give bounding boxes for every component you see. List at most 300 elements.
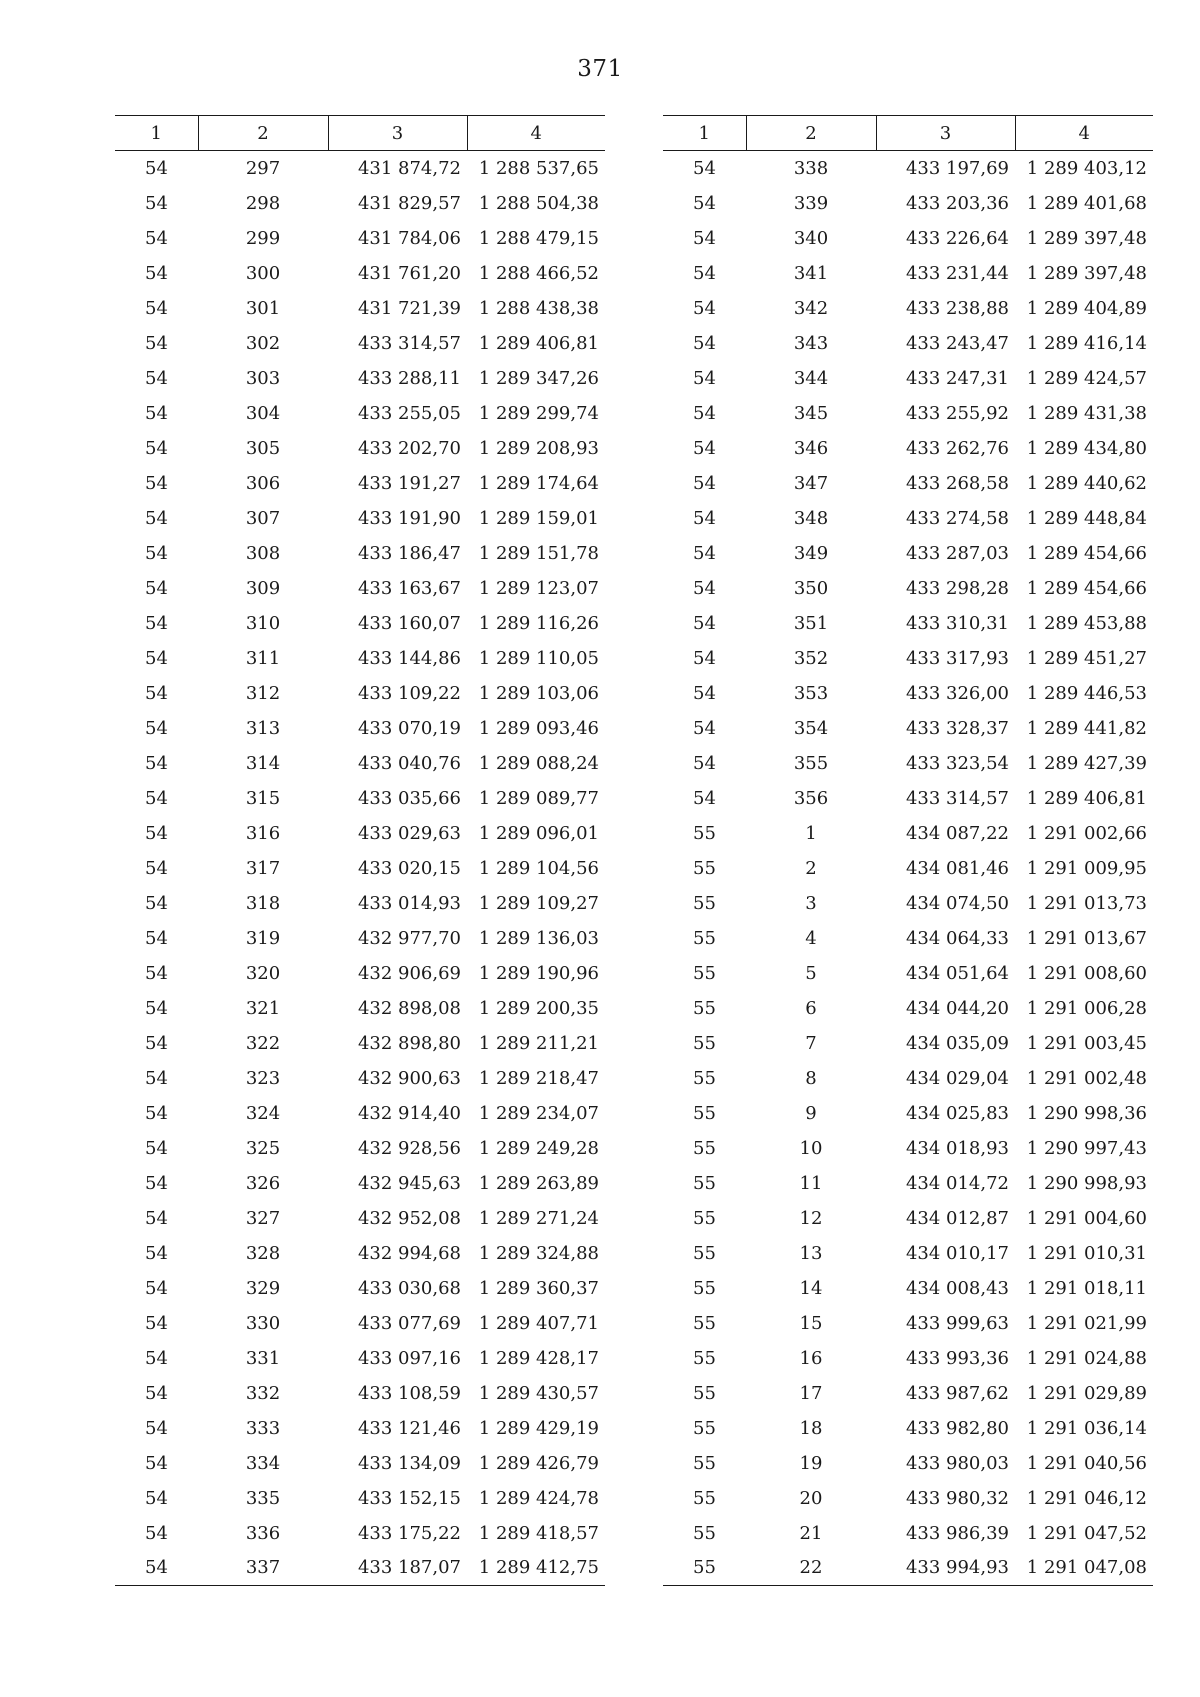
table-row	[663, 396, 1153, 431]
table-row	[663, 1236, 1153, 1271]
x-coordinate-cell: 433 323,54	[905, 752, 1009, 774]
y-coordinate-cell: 1 289 418,57	[478, 1522, 599, 1544]
table-row	[115, 956, 605, 991]
point-number-cell: 326	[245, 1172, 281, 1194]
y-coordinate-cell: 1 289 453,88	[1026, 612, 1147, 634]
x-coordinate-cell: 433 144,86	[357, 647, 461, 669]
x-coordinate-cell: 433 980,03	[905, 1452, 1009, 1474]
sheet-number-cell: 54	[145, 577, 168, 599]
table-row	[115, 1201, 605, 1236]
x-coordinate-cell: 433 163,67	[357, 577, 461, 599]
point-number-cell: 309	[245, 577, 281, 599]
point-number-cell: 6	[805, 997, 817, 1019]
table-row	[663, 991, 1153, 1026]
table-row	[115, 1271, 605, 1306]
table-row	[663, 326, 1153, 361]
sheet-number-cell: 54	[145, 1137, 168, 1159]
table-row	[115, 501, 605, 536]
x-coordinate-cell: 434 051,64	[905, 962, 1009, 984]
sheet-number-cell: 54	[145, 472, 168, 494]
table-row	[115, 571, 605, 606]
sheet-number-cell: 54	[145, 227, 168, 249]
sheet-number-cell: 54	[693, 647, 716, 669]
point-number-cell: 328	[245, 1242, 281, 1264]
sheet-number-cell: 54	[693, 542, 716, 564]
sheet-number-cell: 54	[145, 927, 168, 949]
y-coordinate-cell: 1 288 479,15	[478, 227, 599, 249]
sheet-number-cell: 54	[693, 367, 716, 389]
point-number-cell: 319	[245, 927, 281, 949]
sheet-number-cell: 54	[693, 472, 716, 494]
sheet-number-cell: 54	[145, 1172, 168, 1194]
table-row	[115, 921, 605, 956]
sheet-number-cell: 54	[145, 1452, 168, 1474]
sheet-number-cell: 54	[693, 787, 716, 809]
sheet-number-cell: 55	[693, 997, 716, 1019]
y-coordinate-cell: 1 289 430,57	[478, 1382, 599, 1404]
table-row	[115, 711, 605, 746]
point-number-cell: 345	[793, 402, 829, 424]
point-number-cell: 321	[245, 997, 281, 1019]
point-number-cell: 4	[805, 927, 817, 949]
point-number-cell: 318	[245, 892, 281, 914]
sheet-number-cell: 54	[145, 1487, 168, 1509]
table-row	[663, 1061, 1153, 1096]
y-coordinate-cell: 1 289 347,26	[478, 367, 599, 389]
y-coordinate-cell: 1 289 190,96	[478, 962, 599, 984]
sheet-number-cell: 54	[693, 157, 716, 179]
column-header-1: 1	[663, 116, 746, 151]
point-number-cell: 301	[245, 297, 281, 319]
sheet-number-cell: 54	[145, 1347, 168, 1369]
y-coordinate-cell: 1 289 096,01	[478, 822, 599, 844]
point-number-cell: 1	[805, 822, 817, 844]
table-header-row	[115, 116, 605, 151]
y-coordinate-cell: 1 288 466,52	[478, 262, 599, 284]
sheet-number-cell: 54	[145, 717, 168, 739]
x-coordinate-cell: 432 977,70	[357, 927, 461, 949]
y-coordinate-cell: 1 290 997,43	[1026, 1137, 1147, 1159]
y-coordinate-cell: 1 289 299,74	[478, 402, 599, 424]
x-coordinate-cell: 434 012,87	[905, 1207, 1009, 1229]
sheet-number-cell: 55	[693, 962, 716, 984]
sheet-number-cell: 54	[115, 1551, 198, 1586]
point-number-cell: 10	[799, 1137, 823, 1159]
sheet-number-cell: 54	[693, 717, 716, 739]
table-row	[115, 221, 605, 256]
sheet-number-cell: 54	[145, 542, 168, 564]
x-coordinate-cell: 433 160,07	[357, 612, 461, 634]
x-coordinate-cell: 434 018,93	[905, 1137, 1009, 1159]
x-coordinate-cell: 433 231,44	[905, 262, 1009, 284]
sheet-number-cell: 54	[145, 612, 168, 634]
point-number-cell: 356	[793, 787, 829, 809]
table-row	[115, 991, 605, 1026]
x-coordinate-cell: 433 186,47	[357, 542, 461, 564]
table-row	[663, 1446, 1153, 1481]
table-row	[663, 291, 1153, 326]
y-coordinate-cell: 1 289 159,01	[478, 507, 599, 529]
point-number-cell: 300	[245, 262, 281, 284]
x-coordinate-cell: 433 994,93	[876, 1551, 1015, 1586]
table-row	[663, 186, 1153, 221]
x-coordinate-cell: 434 081,46	[905, 857, 1009, 879]
table-row	[663, 536, 1153, 571]
sheet-number-cell: 54	[693, 192, 716, 214]
y-coordinate-cell: 1 289 412,75	[467, 1551, 605, 1586]
sheet-number-cell: 54	[145, 997, 168, 1019]
sheet-number-cell: 54	[145, 1032, 168, 1054]
x-coordinate-cell: 433 288,11	[357, 367, 461, 389]
sheet-number-cell: 54	[693, 612, 716, 634]
y-coordinate-cell: 1 289 397,48	[1026, 262, 1147, 284]
x-coordinate-cell: 434 029,04	[905, 1067, 1009, 1089]
x-coordinate-cell: 431 784,06	[357, 227, 461, 249]
y-coordinate-cell: 1 289 200,35	[478, 997, 599, 1019]
x-coordinate-cell: 433 986,39	[905, 1522, 1009, 1544]
point-number-cell: 317	[245, 857, 281, 879]
x-coordinate-cell: 434 010,17	[905, 1242, 1009, 1264]
x-coordinate-cell: 434 087,22	[905, 822, 1009, 844]
sheet-number-cell: 54	[145, 507, 168, 529]
table-row	[115, 151, 605, 186]
y-coordinate-cell: 1 289 424,78	[478, 1487, 599, 1509]
point-number-cell: 335	[245, 1487, 281, 1509]
y-coordinate-cell: 1 289 211,21	[478, 1032, 599, 1054]
y-coordinate-cell: 1 289 403,12	[1026, 157, 1147, 179]
y-coordinate-cell: 1 289 446,53	[1026, 682, 1147, 704]
point-number-cell: 347	[793, 472, 829, 494]
x-coordinate-cell: 433 108,59	[357, 1382, 461, 1404]
x-coordinate-cell: 433 262,76	[905, 437, 1009, 459]
y-coordinate-cell: 1 291 013,67	[1026, 927, 1147, 949]
table-row	[115, 466, 605, 501]
point-number-cell: 17	[799, 1382, 823, 1404]
table-row	[115, 1096, 605, 1131]
point-number-cell: 307	[245, 507, 281, 529]
table-row	[663, 956, 1153, 991]
y-coordinate-cell: 1 289 324,88	[478, 1242, 599, 1264]
x-coordinate-cell: 434 035,09	[905, 1032, 1009, 1054]
table-row	[663, 851, 1153, 886]
y-coordinate-cell: 1 289 428,17	[478, 1347, 599, 1369]
y-coordinate-cell: 1 291 009,95	[1026, 857, 1147, 879]
y-coordinate-cell: 1 289 448,84	[1026, 507, 1147, 529]
coordinates-table-left	[115, 115, 605, 1586]
sheet-number-cell: 54	[145, 752, 168, 774]
sheet-number-cell: 54	[693, 402, 716, 424]
sheet-number-cell: 55	[693, 1312, 716, 1334]
x-coordinate-cell: 432 906,69	[357, 962, 461, 984]
sheet-number-cell: 54	[145, 787, 168, 809]
y-coordinate-cell: 1 288 504,38	[478, 192, 599, 214]
x-coordinate-cell: 433 326,00	[905, 682, 1009, 704]
sheet-number-cell: 55	[693, 1242, 716, 1264]
y-coordinate-cell: 1 289 424,57	[1026, 367, 1147, 389]
y-coordinate-cell: 1 288 438,38	[478, 297, 599, 319]
point-number-cell: 351	[793, 612, 829, 634]
table-row	[115, 396, 605, 431]
y-coordinate-cell: 1 289 426,79	[478, 1452, 599, 1474]
sheet-number-cell: 54	[145, 682, 168, 704]
table-row	[663, 1376, 1153, 1411]
sheet-number-cell: 54	[145, 1207, 168, 1229]
y-coordinate-cell: 1 289 427,39	[1026, 752, 1147, 774]
sheet-number-cell: 55	[693, 1172, 716, 1194]
y-coordinate-cell: 1 291 040,56	[1026, 1452, 1147, 1474]
sheet-number-cell: 55	[693, 927, 716, 949]
point-number-cell: 336	[245, 1522, 281, 1544]
y-coordinate-cell: 1 291 047,52	[1026, 1522, 1147, 1544]
table-row	[663, 466, 1153, 501]
point-number-cell: 14	[799, 1277, 823, 1299]
x-coordinate-cell: 433 287,03	[905, 542, 1009, 564]
y-coordinate-cell: 1 291 003,45	[1026, 1032, 1147, 1054]
table-row	[115, 746, 605, 781]
sheet-number-cell: 54	[145, 822, 168, 844]
x-coordinate-cell: 433 328,37	[905, 717, 1009, 739]
point-number-cell: 324	[245, 1102, 281, 1124]
x-coordinate-cell: 433 243,47	[905, 332, 1009, 354]
column-header-4: 4	[467, 116, 605, 151]
point-number-cell: 313	[245, 717, 281, 739]
sheet-number-cell: 54	[693, 507, 716, 529]
y-coordinate-cell: 1 290 998,36	[1026, 1102, 1147, 1124]
sheet-number-cell: 55	[693, 1417, 716, 1439]
point-number-cell: 315	[245, 787, 281, 809]
y-coordinate-cell: 1 289 271,24	[478, 1207, 599, 1229]
x-coordinate-cell: 433 268,58	[905, 472, 1009, 494]
column-header-3: 3	[876, 116, 1015, 151]
point-number-cell: 339	[793, 192, 829, 214]
y-coordinate-cell: 1 289 429,19	[478, 1417, 599, 1439]
point-number-cell: 20	[799, 1487, 823, 1509]
table-row	[115, 1026, 605, 1061]
y-coordinate-cell: 1 289 116,26	[478, 612, 599, 634]
x-coordinate-cell: 433 020,15	[357, 857, 461, 879]
table-row	[663, 781, 1153, 816]
table-row	[115, 1551, 605, 1586]
x-coordinate-cell: 434 014,72	[905, 1172, 1009, 1194]
sheet-number-cell: 55	[663, 1551, 746, 1586]
sheet-number-cell: 55	[693, 892, 716, 914]
x-coordinate-cell: 433 040,76	[357, 752, 461, 774]
x-coordinate-cell: 433 255,05	[357, 402, 461, 424]
sheet-number-cell: 54	[693, 227, 716, 249]
table-row	[663, 641, 1153, 676]
point-number-cell: 346	[793, 437, 829, 459]
x-coordinate-cell: 432 898,08	[357, 997, 461, 1019]
point-number-cell: 338	[793, 157, 829, 179]
sheet-number-cell: 54	[145, 1067, 168, 1089]
x-coordinate-cell: 433 097,16	[357, 1347, 461, 1369]
point-number-cell: 5	[805, 962, 817, 984]
point-number-cell: 308	[245, 542, 281, 564]
y-coordinate-cell: 1 291 013,73	[1026, 892, 1147, 914]
x-coordinate-cell: 433 035,66	[357, 787, 461, 809]
point-number-cell: 3	[805, 892, 817, 914]
table-row	[663, 711, 1153, 746]
point-number-cell: 343	[793, 332, 829, 354]
sheet-number-cell: 54	[693, 682, 716, 704]
x-coordinate-cell: 432 994,68	[357, 1242, 461, 1264]
sheet-number-cell: 54	[145, 192, 168, 214]
point-number-cell: 350	[793, 577, 829, 599]
y-coordinate-cell: 1 291 036,14	[1026, 1417, 1147, 1439]
point-number-cell: 12	[799, 1207, 823, 1229]
table-row	[115, 326, 605, 361]
table-row	[663, 816, 1153, 851]
table-row	[115, 536, 605, 571]
point-number-cell: 312	[245, 682, 281, 704]
sheet-number-cell: 54	[145, 367, 168, 389]
x-coordinate-cell: 434 025,83	[905, 1102, 1009, 1124]
sheet-number-cell: 55	[693, 1277, 716, 1299]
sheet-number-cell: 54	[145, 962, 168, 984]
y-coordinate-cell: 1 289 416,14	[1026, 332, 1147, 354]
x-coordinate-cell: 433 314,57	[357, 332, 461, 354]
y-coordinate-cell: 1 289 218,47	[478, 1067, 599, 1089]
point-number-cell: 337	[198, 1551, 328, 1586]
y-coordinate-cell: 1 291 018,11	[1026, 1277, 1147, 1299]
x-coordinate-cell: 432 928,56	[357, 1137, 461, 1159]
point-number-cell: 18	[799, 1417, 823, 1439]
point-number-cell: 323	[245, 1067, 281, 1089]
sheet-number-cell: 54	[145, 1417, 168, 1439]
sheet-number-cell: 54	[693, 577, 716, 599]
x-coordinate-cell: 433 014,93	[357, 892, 461, 914]
y-coordinate-cell: 1 289 401,68	[1026, 192, 1147, 214]
table-row	[663, 921, 1153, 956]
x-coordinate-cell: 433 982,80	[905, 1417, 1009, 1439]
point-number-cell: 7	[805, 1032, 817, 1054]
y-coordinate-cell: 1 289 263,89	[478, 1172, 599, 1194]
sheet-number-cell: 54	[145, 1382, 168, 1404]
y-coordinate-cell: 1 291 002,66	[1026, 822, 1147, 844]
y-coordinate-cell: 1 289 441,82	[1026, 717, 1147, 739]
x-coordinate-cell: 431 761,20	[357, 262, 461, 284]
page-number: 371	[577, 56, 623, 82]
table-row	[663, 501, 1153, 536]
y-coordinate-cell: 1 289 208,93	[478, 437, 599, 459]
x-coordinate-cell: 433 317,93	[905, 647, 1009, 669]
point-number-cell: 353	[793, 682, 829, 704]
point-number-cell: 330	[245, 1312, 281, 1334]
table-row	[115, 1481, 605, 1516]
sheet-number-cell: 54	[693, 752, 716, 774]
sheet-number-cell: 55	[693, 822, 716, 844]
point-number-cell: 11	[799, 1172, 823, 1194]
table-row	[115, 1166, 605, 1201]
table-row	[663, 1481, 1153, 1516]
sheet-number-cell: 55	[693, 1347, 716, 1369]
point-number-cell: 349	[793, 542, 829, 564]
point-number-cell: 305	[245, 437, 281, 459]
y-coordinate-cell: 1 289 397,48	[1026, 227, 1147, 249]
x-coordinate-cell: 432 914,40	[357, 1102, 461, 1124]
y-coordinate-cell: 1 291 024,88	[1026, 1347, 1147, 1369]
x-coordinate-cell: 433 255,92	[905, 402, 1009, 424]
point-number-cell: 341	[793, 262, 829, 284]
table-row	[663, 431, 1153, 466]
table-row	[663, 606, 1153, 641]
x-coordinate-cell: 434 074,50	[905, 892, 1009, 914]
table-row	[663, 886, 1153, 921]
x-coordinate-cell: 433 152,15	[357, 1487, 461, 1509]
point-number-cell: 8	[805, 1067, 817, 1089]
x-coordinate-cell: 434 008,43	[905, 1277, 1009, 1299]
sheet-number-cell: 55	[693, 1382, 716, 1404]
y-coordinate-cell: 1 291 002,48	[1026, 1067, 1147, 1089]
x-coordinate-cell: 433 203,36	[905, 192, 1009, 214]
x-coordinate-cell: 433 191,90	[357, 507, 461, 529]
y-coordinate-cell: 1 289 110,05	[478, 647, 599, 669]
sheet-number-cell: 55	[693, 1032, 716, 1054]
y-coordinate-cell: 1 289 104,56	[478, 857, 599, 879]
point-number-cell: 329	[245, 1277, 281, 1299]
sheet-number-cell: 55	[693, 857, 716, 879]
x-coordinate-cell: 431 829,57	[357, 192, 461, 214]
point-number-cell: 22	[746, 1551, 876, 1586]
sheet-number-cell: 54	[145, 332, 168, 354]
x-coordinate-cell: 432 898,80	[357, 1032, 461, 1054]
point-number-cell: 299	[245, 227, 281, 249]
table-row	[115, 1131, 605, 1166]
y-coordinate-cell: 1 289 431,38	[1026, 402, 1147, 424]
point-number-cell: 332	[245, 1382, 281, 1404]
point-number-cell: 303	[245, 367, 281, 389]
point-number-cell: 322	[245, 1032, 281, 1054]
x-coordinate-cell: 433 226,64	[905, 227, 1009, 249]
y-coordinate-cell: 1 289 454,66	[1026, 542, 1147, 564]
column-header-3: 3	[328, 116, 467, 151]
point-number-cell: 354	[793, 717, 829, 739]
y-coordinate-cell: 1 289 123,07	[478, 577, 599, 599]
table-row	[663, 256, 1153, 291]
x-coordinate-cell: 433 202,70	[357, 437, 461, 459]
sheet-number-cell: 55	[693, 1487, 716, 1509]
sheet-number-cell: 55	[693, 1067, 716, 1089]
point-number-cell: 304	[245, 402, 281, 424]
table-row	[663, 676, 1153, 711]
table-row	[663, 1516, 1153, 1551]
x-coordinate-cell: 434 044,20	[905, 997, 1009, 1019]
x-coordinate-cell: 433 274,58	[905, 507, 1009, 529]
table-row	[663, 1341, 1153, 1376]
x-coordinate-cell: 433 191,27	[357, 472, 461, 494]
y-coordinate-cell: 1 289 234,07	[478, 1102, 599, 1124]
sheet-number-cell: 54	[693, 262, 716, 284]
x-coordinate-cell: 433 030,68	[357, 1277, 461, 1299]
point-number-cell: 340	[793, 227, 829, 249]
point-number-cell: 334	[245, 1452, 281, 1474]
sheet-number-cell: 54	[693, 437, 716, 459]
x-coordinate-cell: 433 987,62	[905, 1382, 1009, 1404]
point-number-cell: 344	[793, 367, 829, 389]
y-coordinate-cell: 1 289 440,62	[1026, 472, 1147, 494]
x-coordinate-cell: 433 197,69	[905, 157, 1009, 179]
table-row	[115, 1061, 605, 1096]
table-row	[115, 256, 605, 291]
sheet-number-cell: 54	[145, 647, 168, 669]
y-coordinate-cell: 1 291 008,60	[1026, 962, 1147, 984]
y-coordinate-cell: 1 289 454,66	[1026, 577, 1147, 599]
table-row	[663, 1201, 1153, 1236]
table-row	[115, 1516, 605, 1551]
point-number-cell: 314	[245, 752, 281, 774]
x-coordinate-cell: 433 121,46	[357, 1417, 461, 1439]
table-row	[115, 851, 605, 886]
